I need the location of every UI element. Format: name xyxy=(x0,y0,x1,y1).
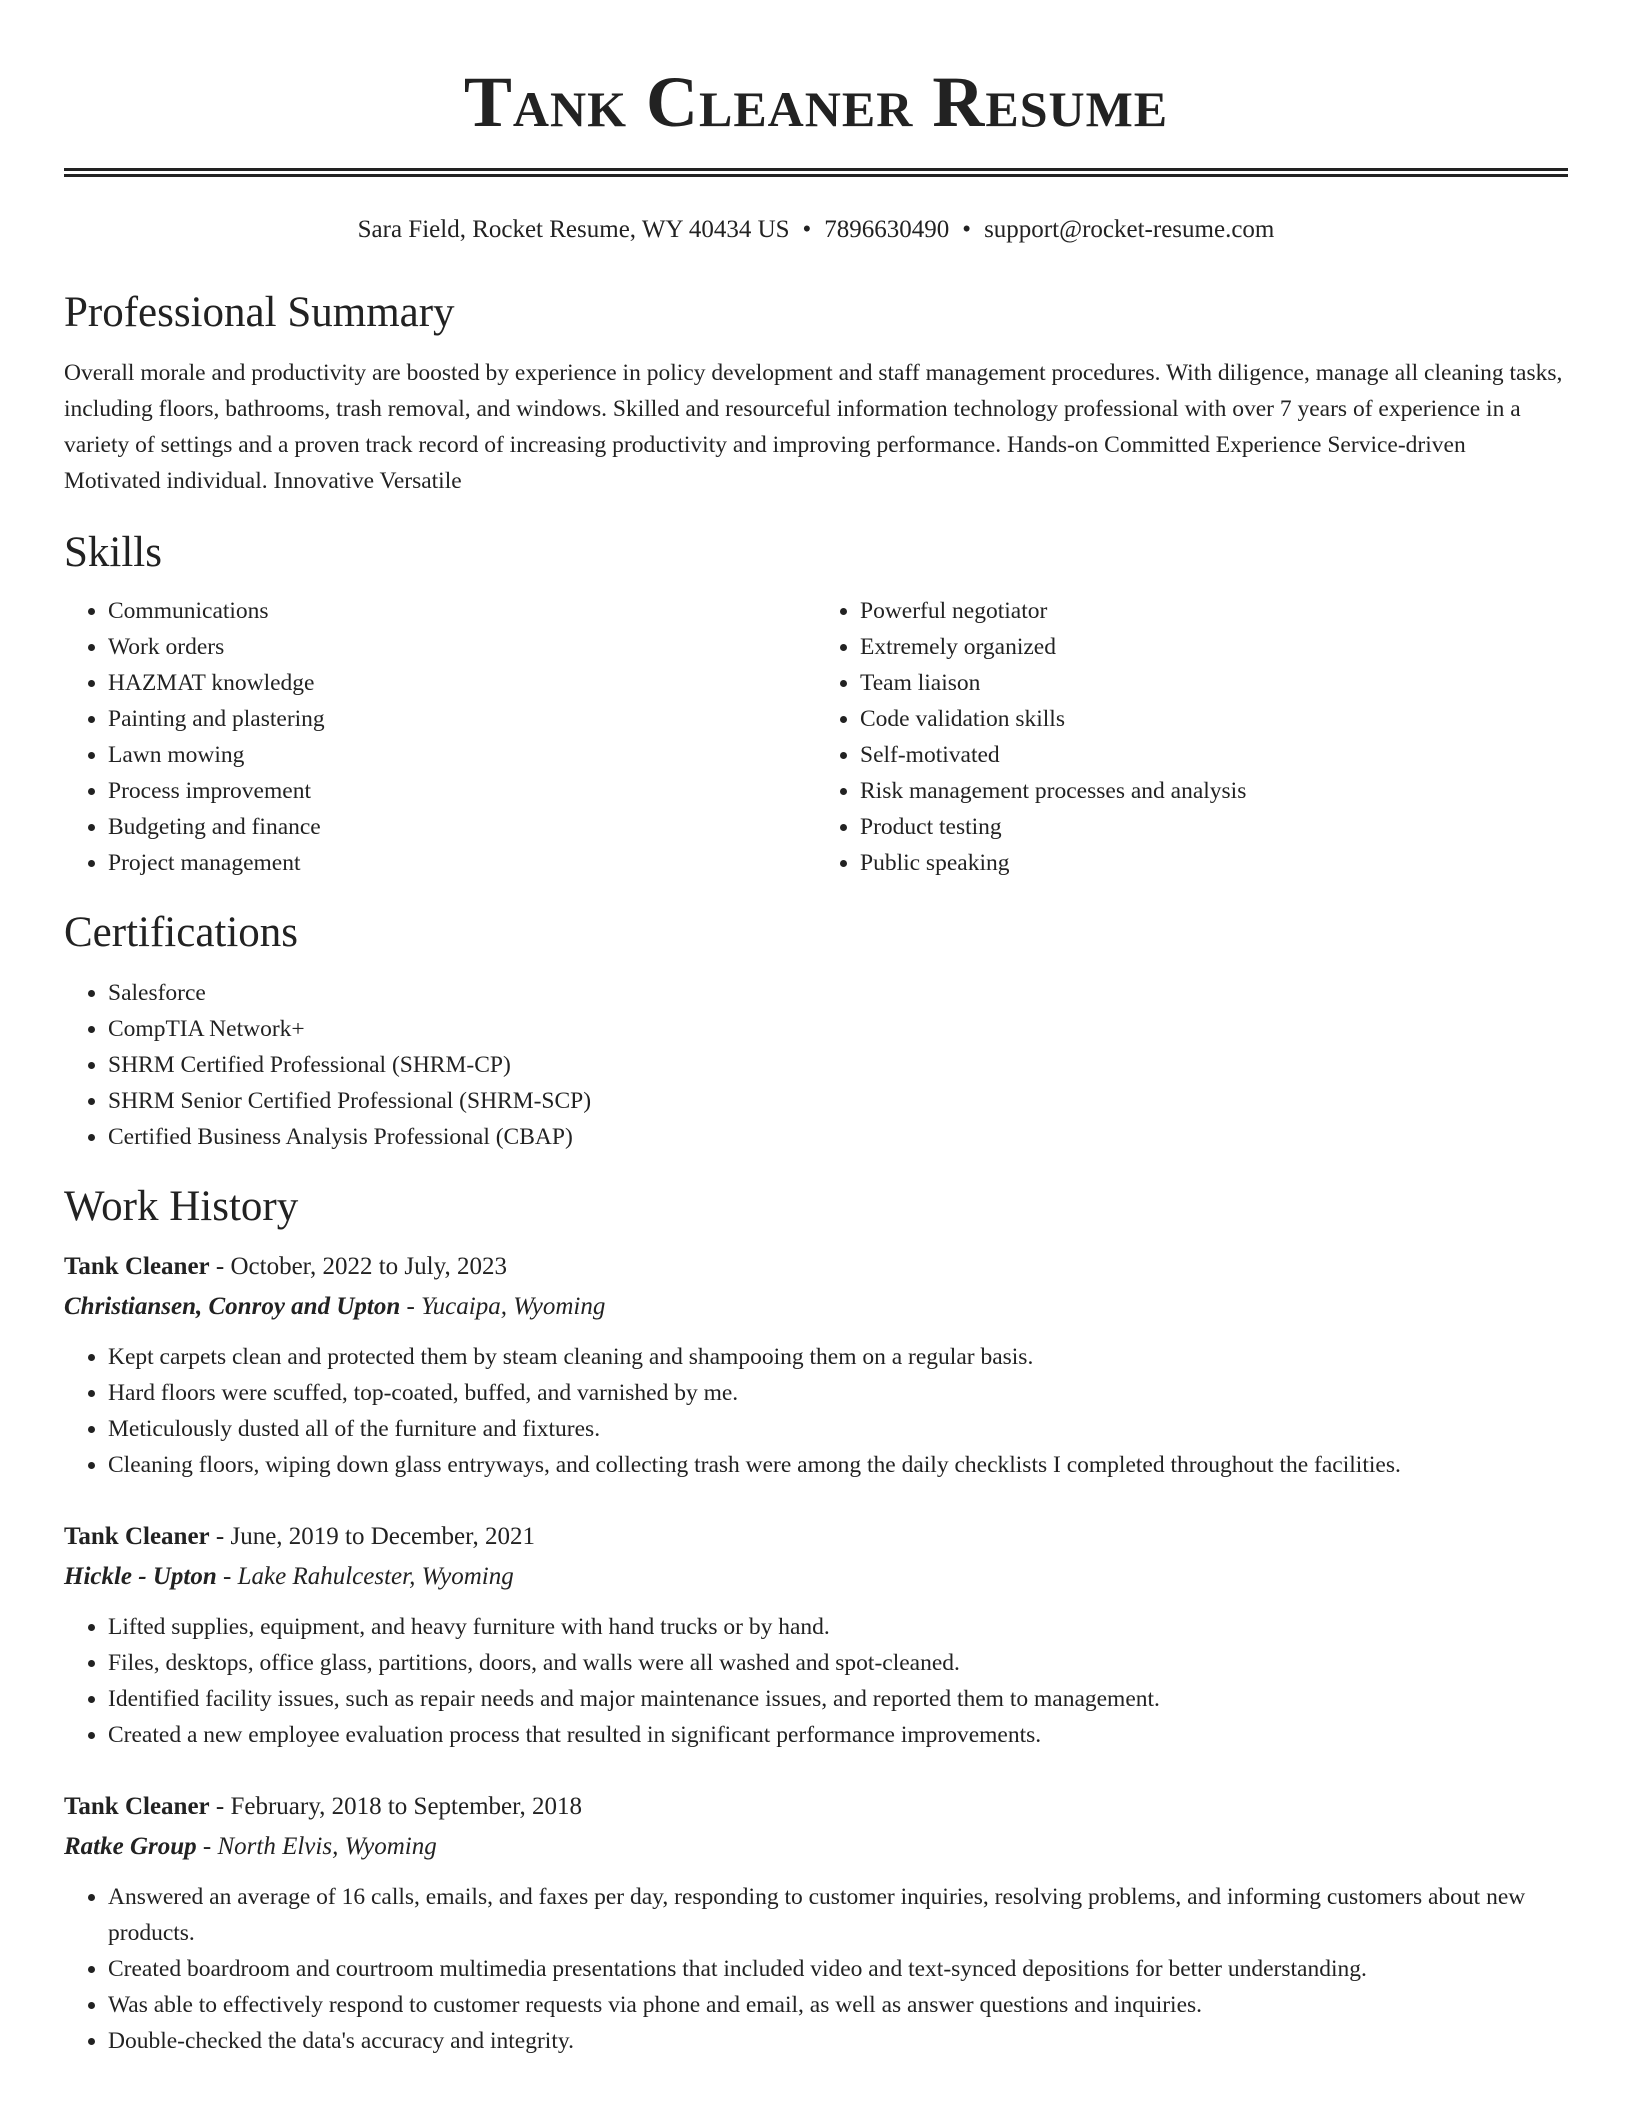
job-duty-item: • Meticulously dusted all of the furniture and fixtures. xyxy=(108,1411,1568,1447)
certifications-list xyxy=(64,975,1568,1155)
summary-heading: Professional Summary xyxy=(64,289,455,336)
job-dates: February, 2018 to September, 2018 xyxy=(230,1793,582,1820)
skill-item: • Team liaison xyxy=(860,665,1568,701)
job-duty-item: • Answered an average of 16 calls, emails, and faxes per day, responding to customer inquiries, resolving problems, and informing customers about new products. xyxy=(108,1879,1568,1951)
dash-separator: - xyxy=(209,1793,231,1820)
skill-item: • Code validation skills xyxy=(860,701,1568,737)
skill-item: • Communications xyxy=(108,593,816,629)
job-duty-item: • Created boardroom and courtroom multimedia presentations that included video and text-synced depositions for better understanding. xyxy=(108,1951,1568,1987)
skill-item: • Project management xyxy=(108,845,816,881)
skill-item: • Extremely organized xyxy=(860,629,1568,665)
skills-list-left xyxy=(64,593,816,881)
job-company-line xyxy=(64,1557,1568,1597)
skill-item: • Self-motivated xyxy=(860,737,1568,773)
job-title-line xyxy=(64,1517,1568,1557)
skills-columns xyxy=(64,593,1568,881)
contact-separator: • xyxy=(802,216,812,243)
job-title: Tank Cleaner xyxy=(64,1253,210,1280)
dash-separator: - xyxy=(209,1253,231,1280)
job-location: Lake Rahulcester, Wyoming xyxy=(237,1563,514,1590)
certification-item: • Certified Business Analysis Professional (CBAP) xyxy=(108,1119,1568,1155)
job-location: North Elvis, Wyoming xyxy=(217,1833,437,1860)
contact-name-address: Sara Field, Rocket Resume, WY 40434 US xyxy=(357,216,790,243)
contact-phone: 7896630490 xyxy=(824,216,950,243)
work-history-list xyxy=(64,1247,1568,2059)
contact-line xyxy=(64,213,1568,247)
dash-separator: - xyxy=(196,1833,218,1860)
job-entry xyxy=(64,1787,1568,2059)
job-duty-item: • Created a new employee evaluation process that resulted in significant performance improvements. xyxy=(108,1717,1568,1753)
job-company-line xyxy=(64,1287,1568,1327)
skill-item: • Powerful negotiator xyxy=(860,593,1568,629)
job-duty-item: • Lifted supplies, equipment, and heavy furniture with hand trucks or by hand. xyxy=(108,1609,1568,1645)
summary-text: Overall morale and productivity are boosted by experience in policy development and staff management procedures. With diligence, manage all cleaning tasks, including floors, bathrooms, trash removal, and windows. Skilled and resourceful information technology professional with over 7 years of experience in a variety of settings and a proven track record of increasing productivity and improving performance. Hands-on Committed Experience Service-driven Motivated individual. Innovative Versatile xyxy=(64,360,1563,494)
job-company-line xyxy=(64,1827,1568,1867)
job-duty-item: • Hard floors were scuffed, top-coated, buffed, and varnished by me. xyxy=(108,1375,1568,1411)
job-entry xyxy=(64,1247,1568,1483)
job-duty-item: • Identified facility issues, such as repair needs and major maintenance issues, and reported them to management. xyxy=(108,1681,1568,1717)
certifications-heading: Certifications xyxy=(64,909,299,956)
skill-item: • Budgeting and finance xyxy=(108,809,816,845)
dash-separator: - xyxy=(400,1293,422,1320)
work-history-heading: Work History xyxy=(64,1183,299,1230)
certification-item: • SHRM Senior Certified Professional (SHRM-SCP) xyxy=(108,1083,1568,1119)
title-divider xyxy=(64,168,1568,177)
skills-list-right xyxy=(816,593,1568,881)
job-company: Hickle - Upton xyxy=(64,1563,217,1590)
skill-item: • Product testing xyxy=(860,809,1568,845)
skill-item: • HAZMAT knowledge xyxy=(108,665,816,701)
dash-separator: - xyxy=(209,1523,231,1550)
job-duty-item: • Kept carpets clean and protected them by steam cleaning and shampooing them on a regular basis. xyxy=(108,1339,1568,1375)
skill-item: • Risk management processes and analysis xyxy=(860,773,1568,809)
job-title: Tank Cleaner xyxy=(64,1523,210,1550)
certification-item: • SHRM Certified Professional (SHRM-CP) xyxy=(108,1047,1568,1083)
skills-heading: Skills xyxy=(64,529,162,576)
job-duty-item: • Cleaning floors, wiping down glass entryways, and collecting trash were among the daily checklists I completed throughout the facilities. xyxy=(108,1447,1568,1483)
job-duties-list xyxy=(64,1609,1568,1753)
job-company: Ratke Group xyxy=(64,1833,197,1860)
job-dates: June, 2019 to December, 2021 xyxy=(230,1523,535,1550)
job-title-line xyxy=(64,1247,1568,1287)
job-duty-item: • Was able to effectively respond to customer requests via phone and email, as well as answer questions and inquiries. xyxy=(108,1987,1568,2023)
skill-item: • Process improvement xyxy=(108,773,816,809)
job-duties-list xyxy=(64,1879,1568,2059)
job-title: Tank Cleaner xyxy=(64,1793,210,1820)
job-duty-item: • Double-checked the data's accuracy and integrity. xyxy=(108,2023,1568,2059)
skill-item: • Painting and plastering xyxy=(108,701,816,737)
job-entry xyxy=(64,1517,1568,1753)
dash-separator: - xyxy=(216,1563,238,1590)
certification-item: • Salesforce xyxy=(108,975,1568,1011)
job-duty-item: • Files, desktops, office glass, partitions, doors, and walls were all washed and spot-cleaned. xyxy=(108,1645,1568,1681)
skill-item: • Work orders xyxy=(108,629,816,665)
certification-item: • CompTIA Network+ xyxy=(108,1011,1568,1047)
job-location: Yucaipa, Wyoming xyxy=(421,1293,606,1320)
job-duties-list xyxy=(64,1339,1568,1483)
contact-email: support@rocket-resume.com xyxy=(984,216,1275,243)
job-title-line xyxy=(64,1787,1568,1827)
job-company: Christiansen, Conroy and Upton xyxy=(64,1293,401,1320)
job-dates: October, 2022 to July, 2023 xyxy=(230,1253,507,1280)
skill-item: • Public speaking xyxy=(860,845,1568,881)
contact-separator: • xyxy=(962,216,972,243)
skill-item: • Lawn mowing xyxy=(108,737,816,773)
resume-title: Tank Cleaner Resume xyxy=(463,62,1169,142)
